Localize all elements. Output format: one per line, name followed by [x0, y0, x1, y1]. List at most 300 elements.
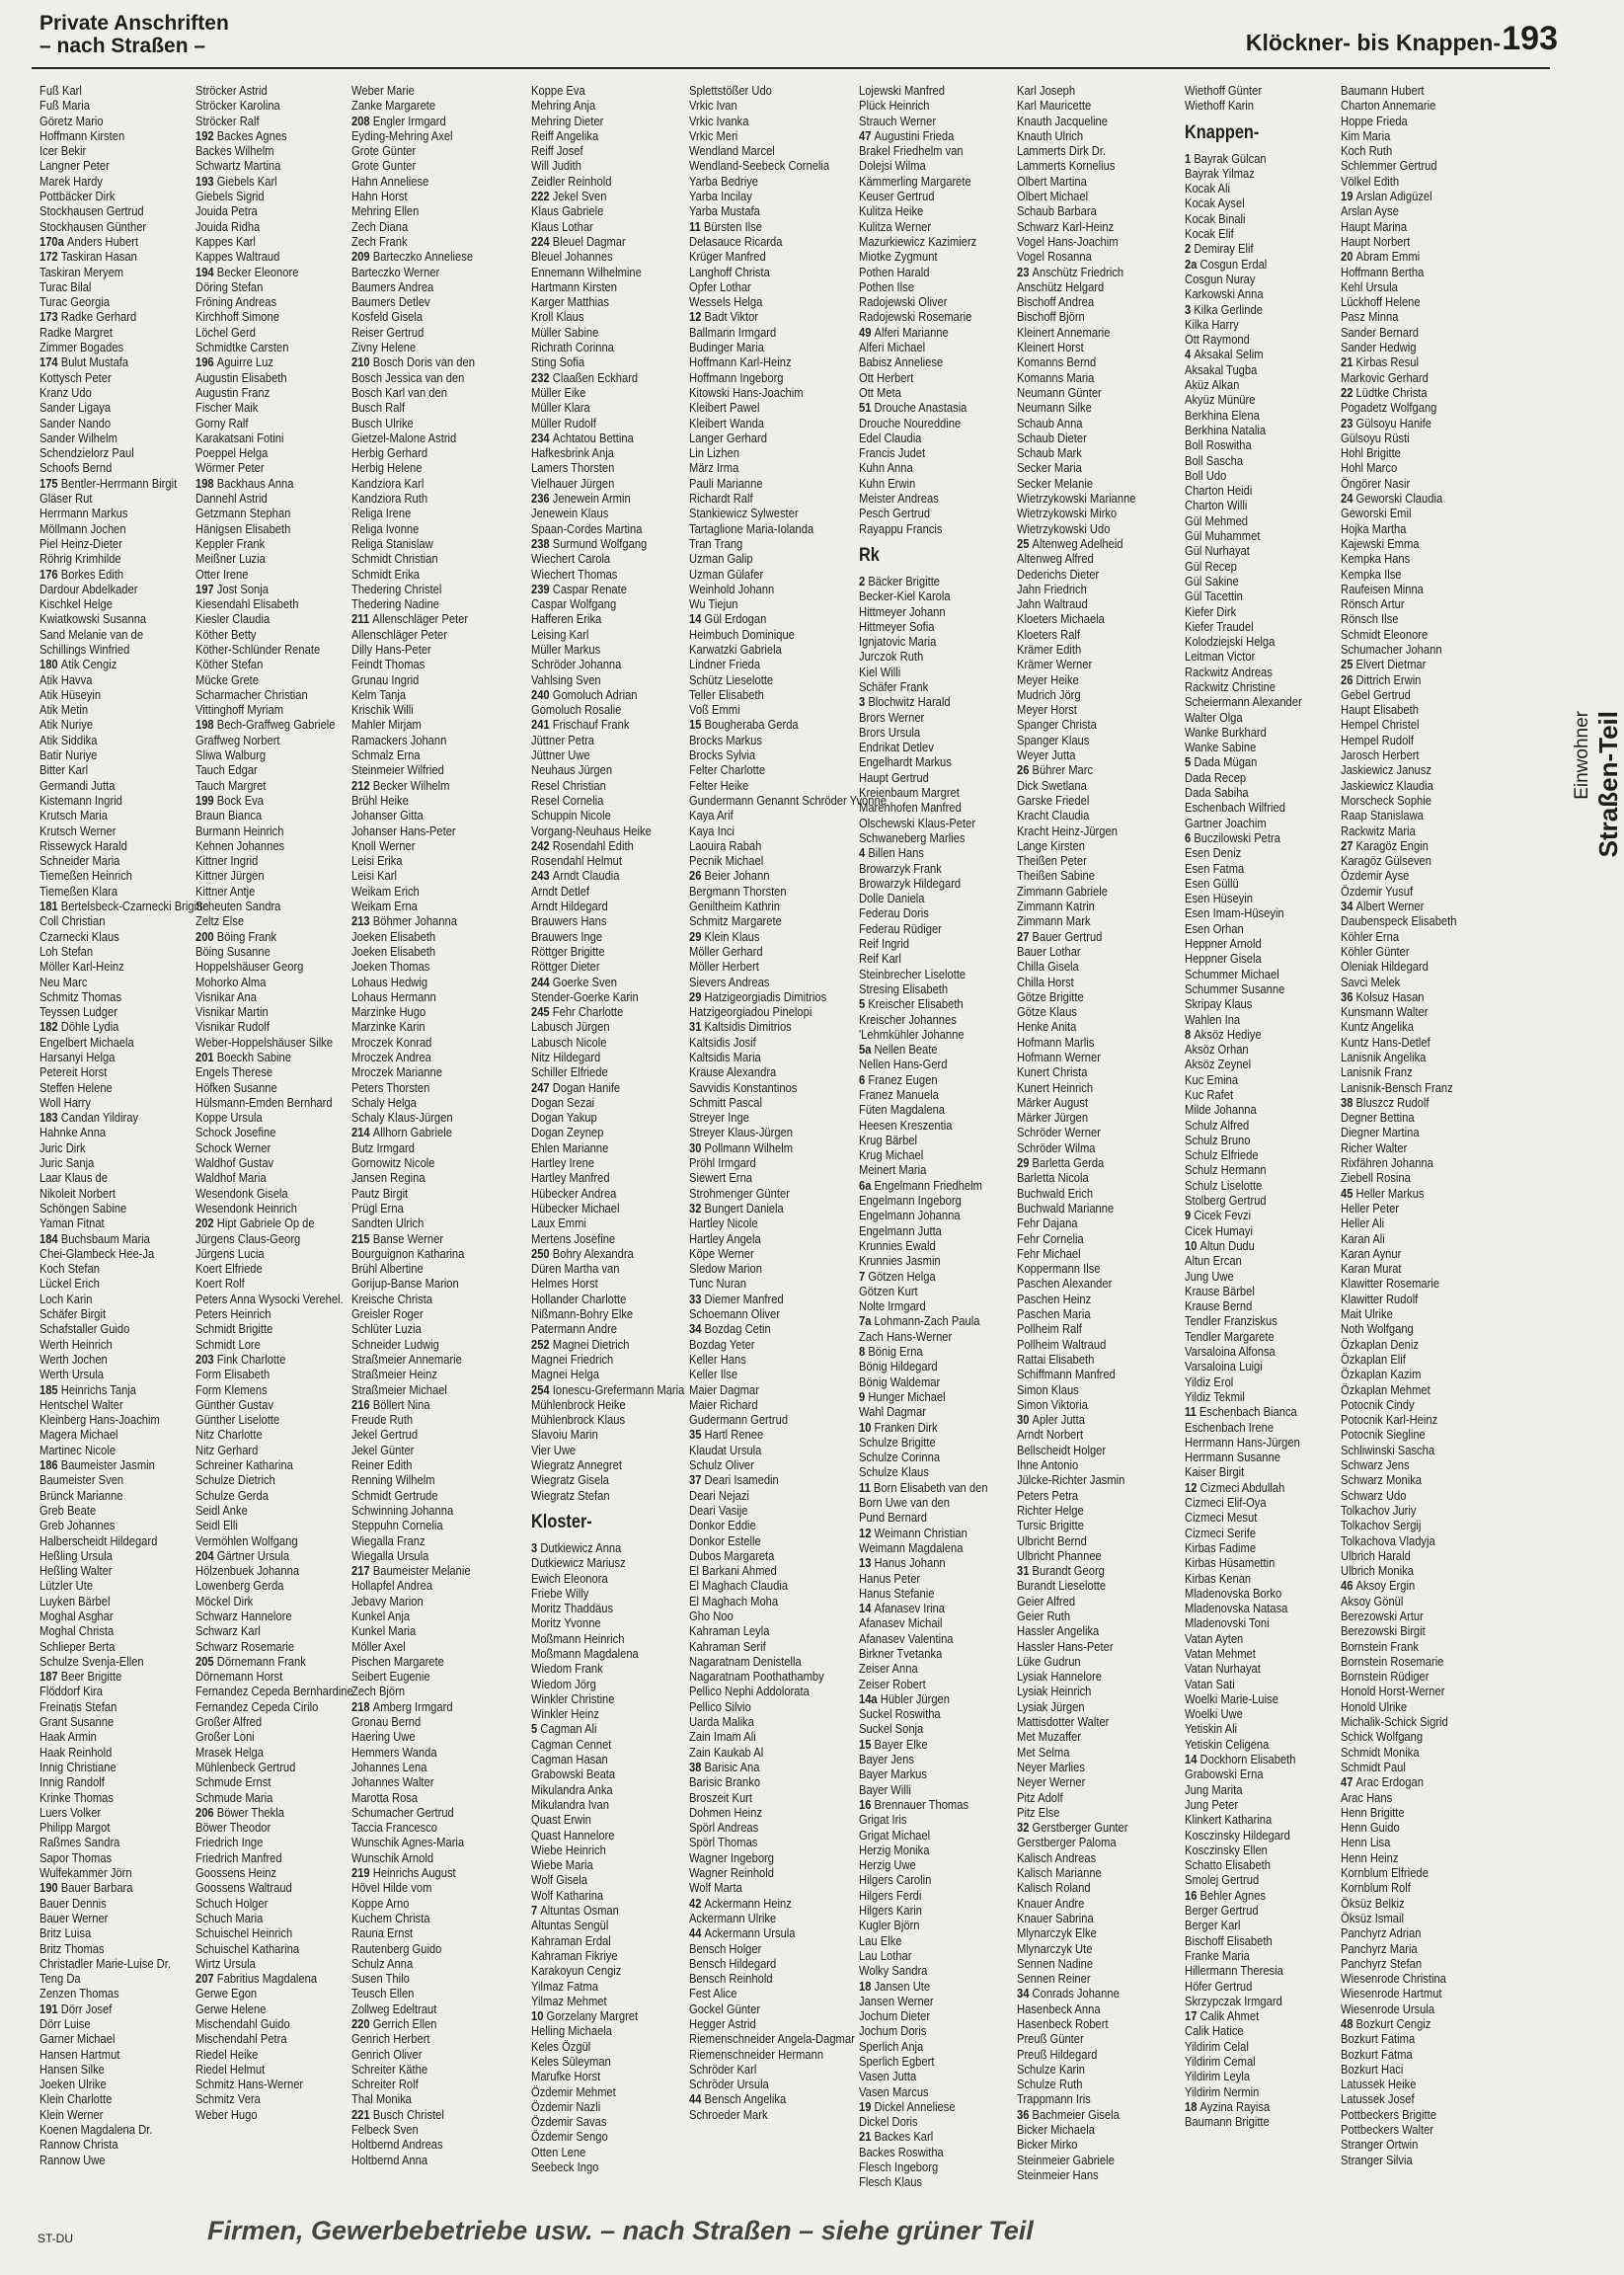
resident-entry: Vasen Marcus: [859, 2083, 929, 2099]
resident-entry: Laar Klaus de: [39, 1170, 109, 1186]
resident-entry: 221 Busch Christel: [351, 2106, 444, 2122]
resident-entry: Mühlenbrock Heike: [531, 1396, 626, 1412]
resident-entry: Herrmann Hans-Jürgen: [1185, 1434, 1300, 1450]
resident-entry: Kornblum Elfriede: [1341, 1865, 1429, 1881]
resident-entry: Röttger Brigitte: [531, 943, 605, 959]
resident-entry: Panchyrz Maria: [1341, 1940, 1418, 1956]
resident-entry: Schmidt Monika: [1341, 1744, 1420, 1760]
directory-column: [859, 83, 995, 2190]
resident-entry: Christadler Marie-Luise Dr.: [39, 1955, 171, 1971]
resident-entry: Henke Anita: [1017, 1019, 1077, 1035]
resident-entry: Teng Da: [39, 1971, 81, 1987]
resident-entry: Heppner Arnold: [1185, 936, 1262, 952]
resident-entry: Charton Annemarie: [1341, 98, 1436, 114]
resident-entry: Kandziora Ruth: [351, 491, 428, 507]
resident-entry: Schoemann Oliver: [689, 1306, 780, 1322]
resident-entry: Skripay Klaus: [1185, 996, 1253, 1012]
resident-entry: Kwiatkowski Susanna: [39, 611, 147, 627]
resident-entry: Britz Luisa: [39, 1925, 92, 1941]
resident-entry: Jouida Ridha: [195, 218, 261, 234]
resident-entry: Loch Karin: [39, 1291, 93, 1306]
resident-entry: 17 Calik Ahmet: [1185, 2008, 1260, 2024]
resident-entry: Weimann Magdalena: [859, 1539, 964, 1555]
resident-entry: Marufke Horst: [531, 2069, 601, 2084]
resident-entry: Maier Richard: [689, 1396, 758, 1412]
resident-entry: 197 Jost Sonja: [195, 581, 269, 596]
resident-entry: Märker August: [1017, 1094, 1089, 1110]
resident-entry: Fernandez Cepeda Cirilo: [195, 1698, 319, 1714]
resident-entry: Susen Thilo: [351, 1971, 410, 1987]
resident-entry: Gartner Joachim: [1185, 815, 1267, 830]
resident-entry: 218 Amberg Irmgard: [351, 1698, 453, 1714]
resident-entry: Theißen Peter: [1017, 853, 1087, 869]
resident-entry: Deari Nejazi: [689, 1487, 749, 1503]
resident-entry: Engelmann Ingeborg: [859, 1193, 962, 1209]
resident-entry: Grant Susanne: [39, 1714, 115, 1730]
resident-entry: Werth Heinrich: [39, 1336, 113, 1352]
resident-entry: Haering Uwe: [351, 1729, 416, 1745]
resident-entry: Mertens Josefine: [531, 1230, 616, 1246]
resident-entry: Ennemann Wilhelmine: [531, 264, 642, 279]
resident-entry: Schulz Bruno: [1185, 1132, 1251, 1147]
resident-entry: 19 Arslan Adigüzel: [1341, 189, 1432, 204]
resident-entry: Esen Hüseyin: [1185, 891, 1253, 906]
resident-entry: Vrkic Ivanka: [689, 113, 749, 128]
resident-entry: Bischoff Elisabeth: [1185, 1932, 1273, 1948]
resident-entry: 44 Bensch Angelika: [689, 2091, 787, 2107]
resident-entry: Kitowski Hans-Joachim: [689, 384, 804, 400]
resident-entry: Visnikar Ana: [195, 988, 257, 1004]
resident-entry: Zeidler Reinhold: [531, 173, 612, 189]
resident-entry: Müller Klara: [531, 400, 590, 416]
resident-entry: Esen Imam-Hüseyin: [1185, 905, 1284, 921]
resident-entry: Spanger Klaus: [1017, 732, 1090, 747]
resident-entry: Geniltheim Kathrin: [689, 899, 780, 914]
resident-entry: Stockhausen Gertrud: [39, 203, 144, 219]
resident-entry: Engelmann Johanna: [859, 1208, 961, 1223]
resident-entry: Becker-Kiel Karola: [859, 588, 951, 604]
resident-entry: Hövel Hilde vom: [351, 1880, 432, 1896]
resident-entry: Paschen Alexander: [1017, 1276, 1113, 1292]
resident-entry: Bozkurt Fatma: [1341, 2046, 1413, 2062]
resident-entry: Engelhardt Markus: [859, 754, 952, 770]
resident-entry: Kottysch Peter: [39, 369, 112, 385]
resident-entry: Leisi Karl: [351, 868, 397, 884]
resident-entry: Akyüz Münüre: [1185, 392, 1256, 408]
resident-entry: Mühlenbeck Gertrud: [195, 1759, 296, 1774]
resident-entry: Wietrzykowski Mirko: [1017, 506, 1118, 521]
resident-entry: Schummer Susanne: [1185, 981, 1285, 996]
resident-entry: Schwarz Karl: [195, 1623, 261, 1639]
resident-entry: Kleibert Wanda: [689, 415, 765, 431]
resident-entry: 'Lehmkühler Johanne: [859, 1026, 965, 1042]
resident-entry: Dick Swetlana: [1017, 777, 1087, 793]
resident-entry: Heppner Gisela: [1185, 951, 1262, 967]
resident-entry: Hartmann Kirsten: [531, 278, 617, 294]
resident-entry: 215 Banse Werner: [351, 1230, 444, 1246]
resident-entry: Brühl Heike: [351, 792, 409, 808]
resident-entry: Aksöz Zeynel: [1185, 1057, 1252, 1072]
resident-entry: Heller Ali: [1341, 1216, 1385, 1231]
resident-entry: Ströcker Astrid: [195, 83, 268, 98]
resident-entry: Koenen Magdalena Dr.: [39, 2122, 153, 2138]
page-number: 193: [1502, 20, 1558, 57]
resident-entry: Schulz Alfred: [1185, 1117, 1250, 1133]
resident-entry: Schreiter Rolf: [351, 2077, 419, 2092]
resident-entry: Kehl Ursula: [1341, 278, 1398, 294]
resident-entry: Schulz Hermann: [1185, 1162, 1267, 1178]
resident-entry: Helmes Horst: [531, 1276, 598, 1292]
resident-entry: Peters Petra: [1017, 1487, 1079, 1503]
resident-entry: Olbert Michael: [1017, 189, 1089, 204]
resident-entry: Zimmann Mark: [1017, 913, 1091, 929]
resident-entry: Augustin Franz: [195, 384, 271, 400]
resident-entry: Schwarz Monika: [1341, 1472, 1423, 1488]
resident-entry: Arndt Hildegard: [531, 899, 608, 914]
resident-entry: Sander Ligaya: [39, 400, 112, 416]
resident-entry: 21 Backes Karl: [859, 2129, 934, 2145]
resident-entry: Ulbricht Phannee: [1017, 1547, 1102, 1563]
resident-entry: Jenewein Klaus: [531, 506, 609, 521]
resident-entry: Nellen Hans-Gerd: [859, 1057, 948, 1072]
resident-entry: 29 Barletta Gerda: [1017, 1155, 1105, 1171]
resident-entry: Schulz Oliver: [689, 1457, 754, 1473]
resident-entry: Götze Klaus: [1017, 1004, 1077, 1020]
resident-entry: Schröder Ursula: [689, 2077, 769, 2092]
resident-entry: Grunau Ingrid: [351, 671, 420, 687]
resident-entry: Meinert Maria: [859, 1162, 927, 1178]
resident-entry: Wessels Helga: [689, 294, 763, 310]
resident-entry: Kugler Björn: [859, 1918, 920, 1933]
resident-entry: 250 Bohry Alexandra: [531, 1245, 634, 1261]
resident-entry: Köhler Günter: [1341, 943, 1410, 959]
resident-entry: Göretz Mario: [39, 113, 104, 128]
header-rule: [32, 67, 1550, 69]
resident-entry: Krutsch Werner: [39, 823, 116, 838]
resident-entry: Met Selma: [1017, 1744, 1070, 1760]
resident-entry: Klinkert Katharina: [1185, 1812, 1273, 1828]
resident-entry: Koch Stefan: [39, 1261, 100, 1277]
resident-entry: Fuß Maria: [39, 98, 90, 114]
resident-entry: Degner Bettina: [1341, 1110, 1415, 1126]
resident-entry: Schmude Maria: [195, 1789, 273, 1805]
resident-entry: 10 Gorzelany Margret: [531, 2008, 639, 2024]
resident-entry: Kahraman Fikriye: [531, 1947, 618, 1963]
resident-entry: Varsaloina Luigi: [1185, 1359, 1263, 1374]
resident-entry: Schulz Anna: [351, 1955, 414, 1971]
resident-entry: Krischik Willi: [351, 702, 414, 718]
resident-entry: 183 Candan Yildiray: [39, 1110, 139, 1126]
resident-entry: 46 Aksoy Ergin: [1341, 1578, 1416, 1594]
resident-entry: 5 Dada Mügan: [1185, 754, 1258, 770]
resident-entry: Pellico Nephi Addolorata: [689, 1684, 810, 1699]
resident-entry: Zanke Margarete: [351, 98, 436, 114]
resident-entry: Stranger Silvia: [1341, 2152, 1413, 2167]
resident-entry: Jekel Günter: [351, 1442, 415, 1457]
resident-entry: Langner Peter: [39, 158, 110, 174]
directory-column: [351, 83, 488, 2167]
resident-entry: Strauch Werner: [859, 113, 937, 128]
resident-entry: Rannow Uwe: [39, 2152, 106, 2167]
resident-entry: Schafstaller Guido: [39, 1321, 130, 1337]
resident-entry: Leisi Erika: [351, 853, 403, 869]
resident-entry: Keles Süleyman: [531, 2054, 611, 2069]
resident-entry: Woelki Marie-Luise: [1185, 1690, 1278, 1706]
resident-entry: Koppermann Ilse: [1017, 1261, 1101, 1277]
resident-entry: Tiemeßen Heinrich: [39, 868, 133, 884]
resident-entry: Gietzel-Malone Astrid: [351, 430, 457, 445]
resident-entry: Werth Ursula: [39, 1367, 105, 1382]
resident-entry: Weber Hugo: [195, 2106, 258, 2122]
resident-entry: Bellscheidt Holger: [1017, 1442, 1107, 1457]
resident-entry: 217 Baumeister Melanie: [351, 1563, 471, 1579]
resident-entry: Magnei Friedrich: [531, 1351, 614, 1367]
resident-entry: 212 Becker Wilhelm: [351, 777, 450, 793]
resident-entry: Brauwers Inge: [531, 928, 603, 944]
resident-entry: Gül Tacettin: [1185, 588, 1243, 604]
directory-column: [531, 83, 685, 2175]
resident-entry: Langhoff Christa: [689, 264, 770, 279]
resident-entry: 185 Heinrichs Tanja: [39, 1381, 136, 1397]
resident-entry: Halberscheidt Hildegard: [39, 1532, 158, 1548]
resident-entry: Kuntz Hans-Detlef: [1341, 1034, 1431, 1050]
resident-entry: 15 Bayer Elke: [859, 1736, 928, 1752]
resident-entry: 192 Backes Agnes: [195, 127, 287, 143]
resident-entry: Hanus Peter: [859, 1570, 921, 1586]
resident-entry: Laouira Rabah: [689, 837, 762, 853]
resident-entry: Marotta Rosa: [351, 1789, 419, 1805]
resident-entry: 16 Behler Agnes: [1185, 1887, 1267, 1903]
resident-entry: Wiegalla Ursula: [351, 1547, 429, 1563]
resident-entry: Chilla Gisela: [1017, 959, 1079, 975]
resident-entry: Knauth Jacqueline: [1017, 113, 1109, 128]
resident-entry: Rayappu Francis: [859, 520, 943, 536]
resident-entry: Köpe Werner: [689, 1245, 754, 1261]
resident-entry: Boll Sascha: [1185, 452, 1244, 468]
resident-entry: 174 Bulut Mustafa: [39, 354, 129, 370]
resident-entry: Turac Bilal: [39, 278, 92, 294]
resident-entry: Hübecker Andrea: [531, 1185, 617, 1201]
resident-entry: Nitz Hildegard: [531, 1050, 601, 1064]
resident-entry: Böing Susanne: [195, 943, 271, 959]
resident-entry: 241 Frischauf Frank: [531, 717, 630, 733]
resident-entry: Steinmeier Hans: [1017, 2166, 1099, 2182]
resident-entry: Yildirim Leyla: [1185, 2069, 1251, 2084]
resident-entry: Bourguignon Katharina: [351, 1245, 465, 1261]
resident-entry: 252 Magnei Dietrich: [531, 1336, 630, 1352]
resident-entry: Sennen Reiner: [1017, 1971, 1091, 1987]
resident-entry: Tolkachova Vladyja: [1341, 1532, 1435, 1548]
resident-entry: 38 Bluszcz Rudolf: [1341, 1094, 1430, 1110]
resident-entry: Karagöz Gülseven: [1341, 853, 1431, 869]
resident-entry: Heßling Walter: [39, 1563, 113, 1579]
resident-entry: 33 Diemer Manfred: [689, 1291, 784, 1306]
resident-entry: 172 Taskiran Hasan: [39, 249, 137, 265]
resident-entry: Markovic Gerhard: [1341, 369, 1429, 385]
resident-entry: Hojka Martha: [1341, 520, 1407, 536]
resident-entry: Turac Georgia: [39, 294, 111, 310]
resident-entry: Rissewyck Harald: [39, 837, 127, 853]
resident-entry: 213 Böhmer Johanna: [351, 913, 457, 929]
resident-entry: Resel Christian: [531, 777, 606, 793]
resident-entry: Schuischel Heinrich: [195, 1925, 293, 1941]
resident-entry: Daubenspeck Elisabeth: [1341, 913, 1457, 929]
resident-entry: Sander Bernard: [1341, 324, 1419, 340]
resident-entry: Pecnik Michael: [689, 853, 764, 869]
resident-entry: Laux Emmi: [531, 1216, 586, 1231]
resident-entry: Kracht Claudia: [1017, 808, 1090, 824]
resident-entry: Feindt Thomas: [351, 657, 425, 672]
resident-entry: Kappes Karl: [195, 233, 256, 249]
street-heading: Kloster-: [531, 1511, 592, 1532]
resident-entry: Fehr Michael: [1017, 1245, 1081, 1261]
resident-entry: Mikulandra Ivan: [531, 1796, 609, 1812]
resident-entry: Wiesenrode Ursula: [1341, 2000, 1435, 2016]
resident-entry: 242 Rosendahl Edith: [531, 837, 634, 853]
resident-entry: Coll Christian: [39, 913, 106, 929]
resident-entry: Gebel Gertrud: [1341, 686, 1411, 702]
resident-entry: Peters Heinrich: [195, 1306, 271, 1322]
resident-entry: 49 Alferi Marianne: [859, 324, 949, 340]
resident-entry: Schoofs Bernd: [39, 460, 113, 476]
resident-entry: Klein Werner: [39, 2106, 104, 2122]
resident-entry: Secker Maria: [1017, 460, 1082, 476]
resident-entry: Grabowski Erna: [1185, 1766, 1264, 1782]
resident-entry: Stockhausen Günther: [39, 218, 147, 234]
resident-entry: Schmidt Christian: [351, 551, 438, 567]
resident-entry: Calik Hatice: [1185, 2023, 1244, 2039]
resident-entry: Pottbeckers Walter: [1341, 2122, 1434, 2138]
resident-entry: Dogan Yakup: [531, 1110, 597, 1126]
resident-entry: Großer Loni: [195, 1729, 255, 1745]
resident-entry: Hänigsen Elisabeth: [195, 520, 291, 536]
resident-entry: Uzman Gülafer: [689, 566, 764, 582]
resident-entry: Kleinert Annemarie: [1017, 324, 1111, 340]
resident-entry: Kloeters Ralf: [1017, 626, 1081, 642]
resident-entry: 202 Hipt Gabriele Op de: [195, 1216, 315, 1231]
resident-entry: Arslan Ayse: [1341, 203, 1399, 219]
resident-entry: Goossens Heinz: [195, 1865, 277, 1881]
directory-column: [1017, 83, 1153, 2182]
resident-entry: Marek Hardy: [39, 173, 104, 189]
resident-entry: Nitz Charlotte: [195, 1427, 263, 1443]
resident-entry: Brocks Sylvia: [689, 747, 756, 763]
resident-entry: Cizmeci Elif-Oya: [1185, 1495, 1267, 1511]
resident-entry: Renning Wilhelm: [351, 1472, 435, 1488]
resident-entry: Gronau Bernd: [351, 1714, 422, 1730]
resident-entry: Lanisnik Angelika: [1341, 1050, 1427, 1064]
resident-entry: Baumann Hubert: [1341, 83, 1425, 98]
resident-entry: Fröning Andreas: [195, 294, 277, 310]
resident-entry: Bozdag Yeter: [689, 1336, 755, 1352]
resident-entry: Streyer Inge: [689, 1110, 749, 1126]
resident-entry: Schmidt Gertrude: [351, 1487, 438, 1503]
resident-entry: Wu Tiejun: [689, 596, 738, 612]
resident-entry: Atik Havva: [39, 671, 93, 687]
resident-entry: Babisz Anneliese: [859, 354, 944, 370]
resident-entry: Bauer Lothar: [1017, 943, 1081, 959]
resident-entry: Meister Andreas: [859, 491, 939, 507]
resident-entry: Hittmeyer Sofia: [859, 618, 935, 634]
resident-entry: Moßmann Magdalena: [531, 1645, 639, 1661]
resident-entry: Gerstberger Paloma: [1017, 1835, 1117, 1850]
resident-entry: Dederichs Dieter: [1017, 566, 1100, 582]
resident-entry: 34 Conrads Johanne: [1017, 1986, 1120, 2001]
resident-entry: Schwinning Johanna: [351, 1502, 454, 1518]
resident-entry: Meyer Heike: [1017, 671, 1079, 687]
resident-entry: Höfken Susanne: [195, 1079, 277, 1095]
resident-entry: Fest Alice: [689, 1986, 737, 2001]
resident-entry: 25 Altenweg Adelheid: [1017, 535, 1123, 551]
resident-entry: 18 Jansen Ute: [859, 1978, 931, 1994]
resident-entry: Prügl Erna: [351, 1200, 404, 1216]
resident-entry: Zollweg Edeltraut: [351, 2000, 437, 2016]
resident-entry: Visnikar Rudolf: [195, 1019, 270, 1035]
resident-entry: Kirbas Fadime: [1185, 1539, 1257, 1555]
resident-entry: Religa Ivonne: [351, 520, 420, 536]
resident-entry: 199 Bock Eva: [195, 792, 265, 808]
resident-entry: Preuß Günter: [1017, 2031, 1084, 2047]
resident-entry: Karwatzki Gabriela: [689, 641, 782, 657]
resident-entry: Gläser Rut: [39, 491, 93, 507]
resident-entry: Kehnen Johannes: [195, 837, 285, 853]
resident-entry: Busch Ralf: [351, 400, 406, 416]
resident-entry: Kreienbaum Margret: [859, 785, 960, 801]
resident-entry: Kaiser Birgit: [1185, 1464, 1245, 1480]
resident-entry: Richer Walter: [1341, 1139, 1408, 1155]
resident-entry: Drouche Noureddine: [859, 415, 962, 431]
resident-entry: Riemenschneider Hermann: [689, 2046, 824, 2062]
directory-column: [1185, 83, 1321, 2129]
resident-entry: Sand Melanie van de: [39, 626, 144, 642]
resident-entry: Schlemmer Gertrud: [1341, 158, 1437, 174]
resident-entry: Otten Lene: [531, 2144, 586, 2159]
resident-entry: Esen Orhan: [1185, 920, 1244, 936]
resident-entry: Nagaratnam Poothathamby: [689, 1669, 824, 1685]
resident-entry: Met Muzaffer: [1017, 1729, 1082, 1745]
resident-entry: Taccia Francesco: [351, 1820, 437, 1836]
resident-entry: Cagman Cennet: [531, 1736, 612, 1752]
resident-entry: Pröhl Irmgard: [689, 1155, 756, 1171]
resident-entry: Hülsmann-Emden Bernhard: [195, 1094, 333, 1110]
resident-entry: Schulze Corinna: [859, 1450, 941, 1465]
resident-entry: 2a Cosgun Erdal: [1185, 256, 1268, 272]
resident-entry: Aküz Alkan: [1185, 377, 1240, 393]
resident-entry: Schmitz Vera: [195, 2091, 261, 2107]
resident-entry: Wiethoff Karin: [1185, 98, 1255, 114]
resident-entry: 240 Gomoluch Adrian: [531, 686, 638, 702]
resident-entry: Dada Recep: [1185, 769, 1247, 785]
resident-entry: Radojewski Oliver: [859, 294, 948, 310]
resident-entry: Lammerts Dirk Dr.: [1017, 143, 1107, 159]
resident-entry: Hassler Angelika: [1017, 1623, 1100, 1639]
resident-entry: Vittinghoff Myriam: [195, 702, 284, 718]
resident-entry: Kalisch Roland: [1017, 1880, 1091, 1896]
resident-entry: 204 Gärtner Ursula: [195, 1547, 290, 1563]
resident-entry: Bleuel Johannes: [531, 249, 613, 265]
resident-entry: Religa Stanislaw: [351, 535, 433, 551]
resident-entry: Nißmann-Bohry Elke: [531, 1306, 634, 1322]
resident-entry: Deari Vasije: [689, 1502, 748, 1518]
resident-entry: Bitter Karl: [39, 762, 89, 778]
resident-entry: Wiethoff Günter: [1185, 83, 1263, 98]
resident-entry: Gül Mehmed: [1185, 512, 1249, 528]
resident-entry: Meißner Luzia: [195, 551, 266, 567]
resident-entry: Bergmann Thorsten: [689, 883, 787, 899]
resident-entry: Krug Bärbel: [859, 1132, 918, 1147]
resident-entry: 47 Arac Erdogan: [1341, 1774, 1424, 1790]
resident-entry: Engelmann Jutta: [859, 1222, 942, 1238]
